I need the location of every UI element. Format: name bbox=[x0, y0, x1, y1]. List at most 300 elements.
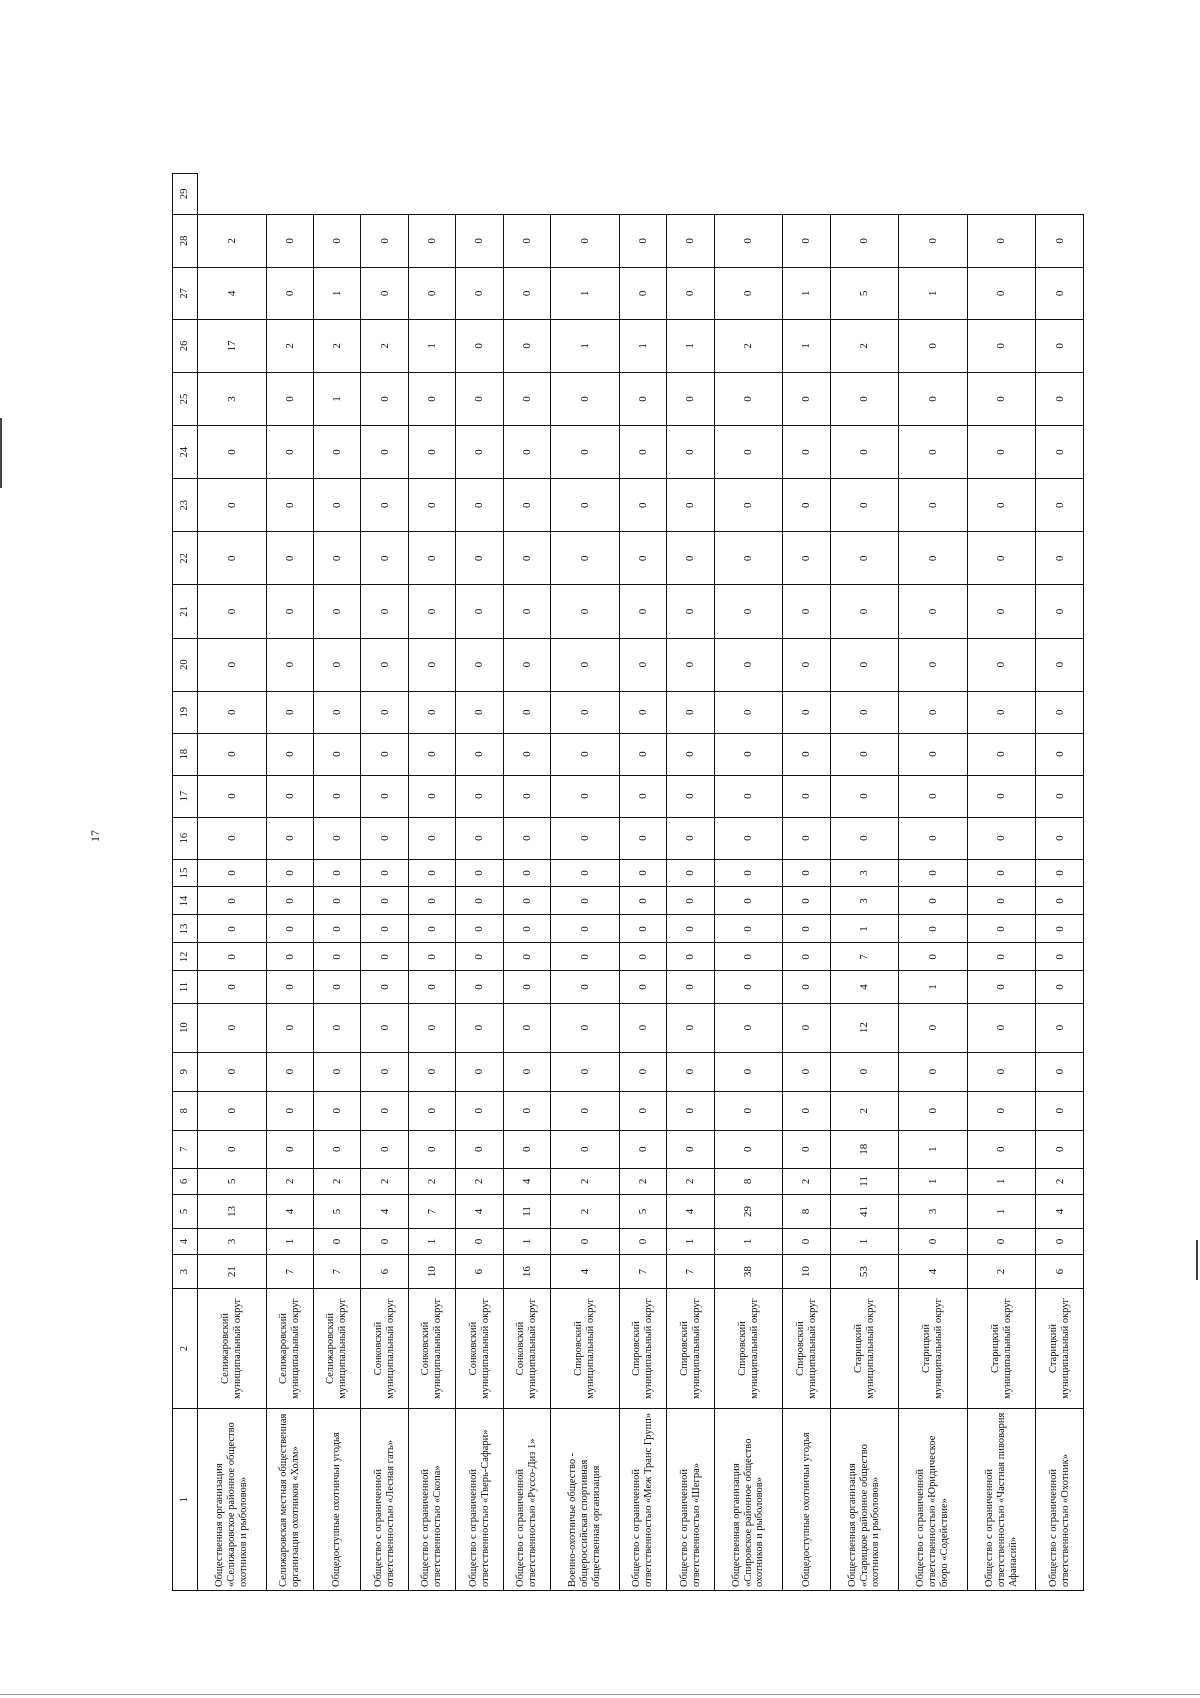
organization-name-cell: Общедоступные охотничьи угодья bbox=[783, 1409, 830, 1591]
value-cell: 2 bbox=[1036, 1168, 1084, 1195]
value-cell: 0 bbox=[361, 733, 408, 775]
value-cell: 0 bbox=[1036, 1052, 1084, 1091]
table-row bbox=[408, 174, 455, 1591]
value-cell: 0 bbox=[967, 971, 1036, 1003]
value-cell: 0 bbox=[456, 733, 503, 775]
value-cell: 1 bbox=[314, 372, 361, 425]
column-number-header: 18 bbox=[173, 733, 198, 775]
value-cell: 0 bbox=[667, 638, 714, 691]
value-cell: 0 bbox=[503, 775, 550, 817]
value-cell: 0 bbox=[266, 971, 313, 1003]
value-cell: 0 bbox=[551, 1003, 620, 1052]
value-cell: 0 bbox=[783, 1091, 830, 1130]
column-number-header: 4 bbox=[173, 1228, 198, 1255]
value-cell: 0 bbox=[714, 1052, 783, 1091]
value-cell: 2 bbox=[266, 1168, 313, 1195]
value-cell: 0 bbox=[783, 915, 830, 943]
value-cell: 0 bbox=[503, 1091, 550, 1130]
table-row bbox=[314, 174, 361, 1591]
column-number-header: 28 bbox=[173, 214, 198, 267]
value-cell: 0 bbox=[619, 859, 666, 887]
value-cell: 0 bbox=[266, 691, 313, 733]
municipal-district-cell: Старицкий муниципальный округ bbox=[967, 1288, 1036, 1408]
value-cell: 0 bbox=[619, 817, 666, 859]
value-cell: 8 bbox=[783, 1195, 830, 1229]
value-cell: 1 bbox=[783, 267, 830, 319]
value-cell: 0 bbox=[198, 585, 267, 638]
column-number-header: 26 bbox=[173, 319, 198, 372]
value-cell: 0 bbox=[830, 585, 899, 638]
value-cell: 10 bbox=[408, 1255, 455, 1289]
value-cell: 0 bbox=[408, 426, 455, 479]
value-cell: 0 bbox=[714, 479, 783, 532]
table-row bbox=[783, 174, 830, 1591]
value-cell: 0 bbox=[266, 267, 313, 319]
value-cell: 7 bbox=[619, 1255, 666, 1289]
table-row bbox=[456, 174, 503, 1591]
value-cell: 2 bbox=[361, 319, 408, 372]
value-cell: 0 bbox=[408, 691, 455, 733]
value-cell: 0 bbox=[1036, 319, 1084, 372]
value-cell: 0 bbox=[551, 915, 620, 943]
column-number-header: 29 bbox=[173, 174, 198, 215]
value-cell: 0 bbox=[266, 1052, 313, 1091]
value-cell: 0 bbox=[667, 1052, 714, 1091]
value-cell: 0 bbox=[899, 859, 968, 887]
value-cell: 1 bbox=[266, 1228, 313, 1255]
value-cell: 0 bbox=[408, 971, 455, 1003]
value-cell: 0 bbox=[1036, 267, 1084, 319]
value-cell: 2 bbox=[830, 1091, 899, 1130]
value-cell: 1 bbox=[551, 319, 620, 372]
column-number-header-row bbox=[173, 174, 198, 1591]
value-cell: 0 bbox=[667, 775, 714, 817]
value-cell: 1 bbox=[503, 1228, 550, 1255]
value-cell: 0 bbox=[714, 372, 783, 425]
value-cell: 0 bbox=[503, 733, 550, 775]
value-cell: 0 bbox=[714, 859, 783, 887]
column-number-header: 6 bbox=[173, 1168, 198, 1195]
value-cell: 0 bbox=[967, 1052, 1036, 1091]
value-cell: 0 bbox=[830, 479, 899, 532]
value-cell: 0 bbox=[361, 532, 408, 585]
value-cell: 2 bbox=[314, 1168, 361, 1195]
value-cell: 0 bbox=[314, 1052, 361, 1091]
value-cell: 0 bbox=[361, 859, 408, 887]
value-cell: 1 bbox=[551, 267, 620, 319]
value-cell: 0 bbox=[551, 479, 620, 532]
value-cell: 0 bbox=[967, 817, 1036, 859]
value-cell: 0 bbox=[667, 479, 714, 532]
value-cell: 0 bbox=[198, 775, 267, 817]
value-cell: 0 bbox=[503, 426, 550, 479]
column-number-header: 12 bbox=[173, 943, 198, 971]
value-cell: 0 bbox=[783, 638, 830, 691]
value-cell: 0 bbox=[551, 817, 620, 859]
column-number-header: 17 bbox=[173, 775, 198, 817]
value-cell: 0 bbox=[503, 532, 550, 585]
value-cell: 3 bbox=[198, 372, 267, 425]
value-cell: 0 bbox=[361, 943, 408, 971]
value-cell: 4 bbox=[503, 1168, 550, 1195]
organization-name-cell: Общественная организация «Старицкое районное общество охотников и рыболовов» bbox=[830, 1409, 899, 1591]
column-number-header: 22 bbox=[173, 532, 198, 585]
value-cell: 2 bbox=[783, 1168, 830, 1195]
value-cell: 0 bbox=[967, 887, 1036, 915]
table-row bbox=[503, 174, 550, 1591]
value-cell: 0 bbox=[619, 372, 666, 425]
value-cell: 0 bbox=[1036, 691, 1084, 733]
value-cell: 0 bbox=[361, 426, 408, 479]
value-cell: 53 bbox=[830, 1255, 899, 1289]
value-cell: 0 bbox=[456, 638, 503, 691]
value-cell: 12 bbox=[830, 1003, 899, 1052]
value-cell: 0 bbox=[783, 1003, 830, 1052]
value-cell: 0 bbox=[314, 887, 361, 915]
value-cell: 0 bbox=[314, 817, 361, 859]
value-cell: 0 bbox=[314, 915, 361, 943]
table-row bbox=[198, 174, 267, 1591]
value-cell: 2 bbox=[551, 1168, 620, 1195]
municipal-district-cell: Старицкий муниципальный округ bbox=[830, 1288, 899, 1408]
value-cell: 0 bbox=[408, 817, 455, 859]
value-cell: 0 bbox=[830, 426, 899, 479]
value-cell: 0 bbox=[967, 479, 1036, 532]
value-cell: 0 bbox=[456, 971, 503, 1003]
value-cell: 2 bbox=[266, 319, 313, 372]
value-cell: 0 bbox=[967, 1228, 1036, 1255]
value-cell: 0 bbox=[783, 372, 830, 425]
value-cell: 0 bbox=[619, 691, 666, 733]
value-cell: 0 bbox=[314, 479, 361, 532]
value-cell: 0 bbox=[456, 1228, 503, 1255]
value-cell: 0 bbox=[1036, 859, 1084, 887]
value-cell: 1 bbox=[667, 319, 714, 372]
value-cell: 0 bbox=[503, 1052, 550, 1091]
value-cell: 0 bbox=[551, 691, 620, 733]
value-cell: 0 bbox=[456, 1130, 503, 1168]
value-cell: 0 bbox=[551, 1052, 620, 1091]
value-cell: 17 bbox=[198, 319, 267, 372]
value-cell: 13 bbox=[198, 1195, 267, 1229]
value-cell: 0 bbox=[314, 638, 361, 691]
value-cell: 0 bbox=[899, 691, 968, 733]
value-cell: 0 bbox=[967, 943, 1036, 971]
table-row bbox=[967, 174, 1036, 1591]
value-cell: 0 bbox=[361, 1003, 408, 1052]
value-cell: 0 bbox=[667, 372, 714, 425]
value-cell: 5 bbox=[314, 1195, 361, 1229]
value-cell: 0 bbox=[967, 319, 1036, 372]
value-cell: 0 bbox=[408, 1003, 455, 1052]
value-cell: 1 bbox=[314, 267, 361, 319]
value-cell: 0 bbox=[266, 214, 313, 267]
value-cell: 0 bbox=[1036, 585, 1084, 638]
value-cell: 0 bbox=[619, 638, 666, 691]
value-cell: 0 bbox=[456, 426, 503, 479]
value-cell: 0 bbox=[783, 426, 830, 479]
column-number-header: 27 bbox=[173, 267, 198, 319]
value-cell: 0 bbox=[361, 1130, 408, 1168]
column-number-header: 14 bbox=[173, 887, 198, 915]
value-cell: 0 bbox=[266, 372, 313, 425]
value-cell: 0 bbox=[667, 887, 714, 915]
value-cell: 0 bbox=[619, 267, 666, 319]
value-cell: 16 bbox=[503, 1255, 550, 1289]
value-cell: 6 bbox=[361, 1255, 408, 1289]
municipal-district-cell: Селижаровский муниципальный округ bbox=[314, 1288, 361, 1408]
value-cell: 0 bbox=[266, 638, 313, 691]
value-cell: 0 bbox=[361, 372, 408, 425]
value-cell: 0 bbox=[899, 426, 968, 479]
value-cell: 0 bbox=[714, 775, 783, 817]
value-cell: 0 bbox=[361, 1052, 408, 1091]
value-cell: 0 bbox=[266, 1003, 313, 1052]
value-cell: 0 bbox=[503, 585, 550, 638]
scan-edge-mark-bottom bbox=[0, 1694, 1200, 1695]
value-cell: 0 bbox=[667, 915, 714, 943]
value-cell: 41 bbox=[830, 1195, 899, 1229]
value-cell: 0 bbox=[503, 214, 550, 267]
value-cell: 0 bbox=[667, 267, 714, 319]
value-cell: 0 bbox=[314, 214, 361, 267]
value-cell: 0 bbox=[783, 1228, 830, 1255]
table-row bbox=[714, 174, 783, 1591]
value-cell: 0 bbox=[551, 1228, 620, 1255]
value-cell: 0 bbox=[503, 691, 550, 733]
column-number-header: 11 bbox=[173, 971, 198, 1003]
table-row bbox=[551, 174, 620, 1591]
value-cell: 1 bbox=[408, 1228, 455, 1255]
value-cell: 0 bbox=[667, 943, 714, 971]
column-number-header: 13 bbox=[173, 915, 198, 943]
column-number-header: 19 bbox=[173, 691, 198, 733]
value-cell: 0 bbox=[1036, 971, 1084, 1003]
municipal-district-cell: Сонковский муниципальный округ bbox=[361, 1288, 408, 1408]
value-cell: 0 bbox=[1036, 817, 1084, 859]
value-cell: 0 bbox=[408, 775, 455, 817]
value-cell: 0 bbox=[899, 638, 968, 691]
value-cell: 0 bbox=[619, 1130, 666, 1168]
value-cell: 0 bbox=[967, 267, 1036, 319]
value-cell: 0 bbox=[667, 691, 714, 733]
value-cell: 0 bbox=[314, 1003, 361, 1052]
value-cell: 4 bbox=[198, 267, 267, 319]
municipal-district-cell: Сонковский муниципальный округ bbox=[503, 1288, 550, 1408]
value-cell: 2 bbox=[714, 319, 783, 372]
value-cell: 4 bbox=[361, 1195, 408, 1229]
organization-name-cell: Общество с ограниченной ответственностью «Меж Транс Групп» bbox=[619, 1409, 666, 1591]
value-cell: 0 bbox=[899, 817, 968, 859]
hunting-grounds-table bbox=[172, 173, 1084, 1591]
value-cell: 0 bbox=[266, 1091, 313, 1130]
value-cell: 0 bbox=[830, 1052, 899, 1091]
scan-edge-mark-top bbox=[0, 418, 2, 488]
value-cell: 0 bbox=[456, 1052, 503, 1091]
value-cell: 0 bbox=[361, 479, 408, 532]
value-cell: 0 bbox=[408, 915, 455, 943]
value-cell: 0 bbox=[551, 775, 620, 817]
value-cell: 3 bbox=[830, 859, 899, 887]
value-cell: 2 bbox=[551, 1195, 620, 1229]
value-cell: 3 bbox=[830, 887, 899, 915]
value-cell: 0 bbox=[456, 214, 503, 267]
value-cell: 7 bbox=[314, 1255, 361, 1289]
value-cell: 0 bbox=[667, 733, 714, 775]
value-cell: 0 bbox=[456, 691, 503, 733]
value-cell: 0 bbox=[619, 1091, 666, 1130]
value-cell: 2 bbox=[198, 214, 267, 267]
column-number-header: 3 bbox=[173, 1255, 198, 1289]
value-cell: 0 bbox=[899, 532, 968, 585]
value-cell: 0 bbox=[408, 887, 455, 915]
value-cell: 0 bbox=[783, 214, 830, 267]
value-cell: 0 bbox=[783, 479, 830, 532]
value-cell: 0 bbox=[783, 1052, 830, 1091]
value-cell: 0 bbox=[899, 943, 968, 971]
value-cell: 0 bbox=[1036, 532, 1084, 585]
value-cell: 0 bbox=[830, 775, 899, 817]
value-cell: 1 bbox=[830, 915, 899, 943]
value-cell: 0 bbox=[456, 479, 503, 532]
value-cell: 0 bbox=[619, 971, 666, 1003]
value-cell: 0 bbox=[503, 1003, 550, 1052]
value-cell: 0 bbox=[899, 214, 968, 267]
value-cell: 0 bbox=[899, 372, 968, 425]
value-cell: 0 bbox=[619, 1228, 666, 1255]
municipal-district-cell: Селижаровский муниципальный округ bbox=[198, 1288, 267, 1408]
table-row bbox=[830, 174, 899, 1591]
column-number-header: 2 bbox=[173, 1288, 198, 1408]
value-cell: 0 bbox=[551, 532, 620, 585]
value-cell: 0 bbox=[667, 532, 714, 585]
value-cell: 0 bbox=[1036, 887, 1084, 915]
value-cell: 0 bbox=[456, 859, 503, 887]
value-cell: 4 bbox=[551, 1255, 620, 1289]
value-cell: 0 bbox=[551, 887, 620, 915]
value-cell: 1 bbox=[899, 267, 968, 319]
value-cell: 0 bbox=[783, 775, 830, 817]
value-cell: 0 bbox=[266, 775, 313, 817]
value-cell: 0 bbox=[899, 887, 968, 915]
organization-name-cell: Общество с ограниченной ответственностью «Шегра» bbox=[667, 1409, 714, 1591]
value-cell: 0 bbox=[361, 1228, 408, 1255]
value-cell: 0 bbox=[361, 817, 408, 859]
value-cell: 11 bbox=[503, 1195, 550, 1229]
value-cell: 0 bbox=[198, 859, 267, 887]
value-cell: 0 bbox=[967, 1130, 1036, 1168]
value-cell: 0 bbox=[456, 817, 503, 859]
value-cell: 0 bbox=[314, 585, 361, 638]
table-row bbox=[1036, 174, 1084, 1591]
value-cell: 0 bbox=[714, 426, 783, 479]
value-cell: 0 bbox=[361, 638, 408, 691]
value-cell: 0 bbox=[551, 638, 620, 691]
organization-name-cell: Общественная организация «Селижаровское районное общество охотников и рыболовов» bbox=[198, 1409, 267, 1591]
value-cell: 2 bbox=[619, 1168, 666, 1195]
value-cell: 0 bbox=[266, 479, 313, 532]
value-cell: 0 bbox=[714, 971, 783, 1003]
value-cell: 0 bbox=[1036, 733, 1084, 775]
value-cell: 4 bbox=[830, 971, 899, 1003]
value-cell: 0 bbox=[361, 971, 408, 1003]
value-cell: 0 bbox=[967, 372, 1036, 425]
value-cell: 0 bbox=[266, 1130, 313, 1168]
value-cell: 0 bbox=[830, 638, 899, 691]
municipal-district-cell: Спировский муниципальный округ bbox=[551, 1288, 620, 1408]
value-cell: 0 bbox=[899, 1228, 968, 1255]
value-cell: 0 bbox=[408, 267, 455, 319]
value-cell: 0 bbox=[783, 859, 830, 887]
value-cell: 2 bbox=[456, 1168, 503, 1195]
value-cell: 5 bbox=[830, 267, 899, 319]
value-cell: 0 bbox=[619, 887, 666, 915]
value-cell: 0 bbox=[266, 817, 313, 859]
value-cell: 2 bbox=[314, 319, 361, 372]
table-row bbox=[361, 174, 408, 1591]
value-cell: 0 bbox=[714, 1003, 783, 1052]
value-cell: 4 bbox=[667, 1195, 714, 1229]
column-number-header: 15 bbox=[173, 859, 198, 887]
value-cell: 0 bbox=[503, 887, 550, 915]
value-cell: 0 bbox=[783, 733, 830, 775]
value-cell: 0 bbox=[1036, 1003, 1084, 1052]
column-number-header: 10 bbox=[173, 1003, 198, 1052]
value-cell: 0 bbox=[551, 372, 620, 425]
table-row bbox=[899, 174, 968, 1591]
value-cell: 0 bbox=[1036, 915, 1084, 943]
value-cell: 10 bbox=[783, 1255, 830, 1289]
value-cell: 0 bbox=[456, 319, 503, 372]
value-cell: 0 bbox=[198, 426, 267, 479]
value-cell: 0 bbox=[408, 1052, 455, 1091]
value-cell: 0 bbox=[667, 859, 714, 887]
value-cell: 0 bbox=[551, 859, 620, 887]
table-row bbox=[266, 174, 313, 1591]
organization-name-cell: Общество с ограниченной ответственностью «Лесная гать» bbox=[361, 1409, 408, 1591]
value-cell: 0 bbox=[503, 943, 550, 971]
value-cell: 0 bbox=[408, 214, 455, 267]
value-cell: 0 bbox=[408, 1130, 455, 1168]
value-cell: 0 bbox=[619, 214, 666, 267]
value-cell: 0 bbox=[783, 1130, 830, 1168]
municipal-district-cell: Спировский муниципальный округ bbox=[667, 1288, 714, 1408]
value-cell: 0 bbox=[551, 943, 620, 971]
value-cell: 0 bbox=[503, 479, 550, 532]
value-cell: 0 bbox=[361, 915, 408, 943]
municipal-district-cell: Селижаровский муниципальный округ bbox=[266, 1288, 313, 1408]
value-cell: 0 bbox=[967, 214, 1036, 267]
value-cell: 0 bbox=[899, 1052, 968, 1091]
value-cell: 0 bbox=[619, 733, 666, 775]
value-cell: 0 bbox=[714, 267, 783, 319]
organization-name-cell: Селижаровская местная общественная организация охотников «Холм» bbox=[266, 1409, 313, 1591]
value-cell: 0 bbox=[783, 691, 830, 733]
value-cell: 0 bbox=[408, 479, 455, 532]
value-cell: 0 bbox=[198, 915, 267, 943]
value-cell: 0 bbox=[361, 267, 408, 319]
value-cell: 0 bbox=[456, 372, 503, 425]
value-cell: 0 bbox=[456, 915, 503, 943]
value-cell: 0 bbox=[714, 691, 783, 733]
value-cell: 4 bbox=[456, 1195, 503, 1229]
column-number-header: 9 bbox=[173, 1052, 198, 1091]
value-cell: 4 bbox=[899, 1255, 968, 1289]
organization-name-cell: Общество с ограниченной ответственностью «Тверь-Сафари» bbox=[456, 1409, 503, 1591]
value-cell: 0 bbox=[198, 817, 267, 859]
value-cell: 0 bbox=[361, 775, 408, 817]
value-cell: 0 bbox=[551, 733, 620, 775]
